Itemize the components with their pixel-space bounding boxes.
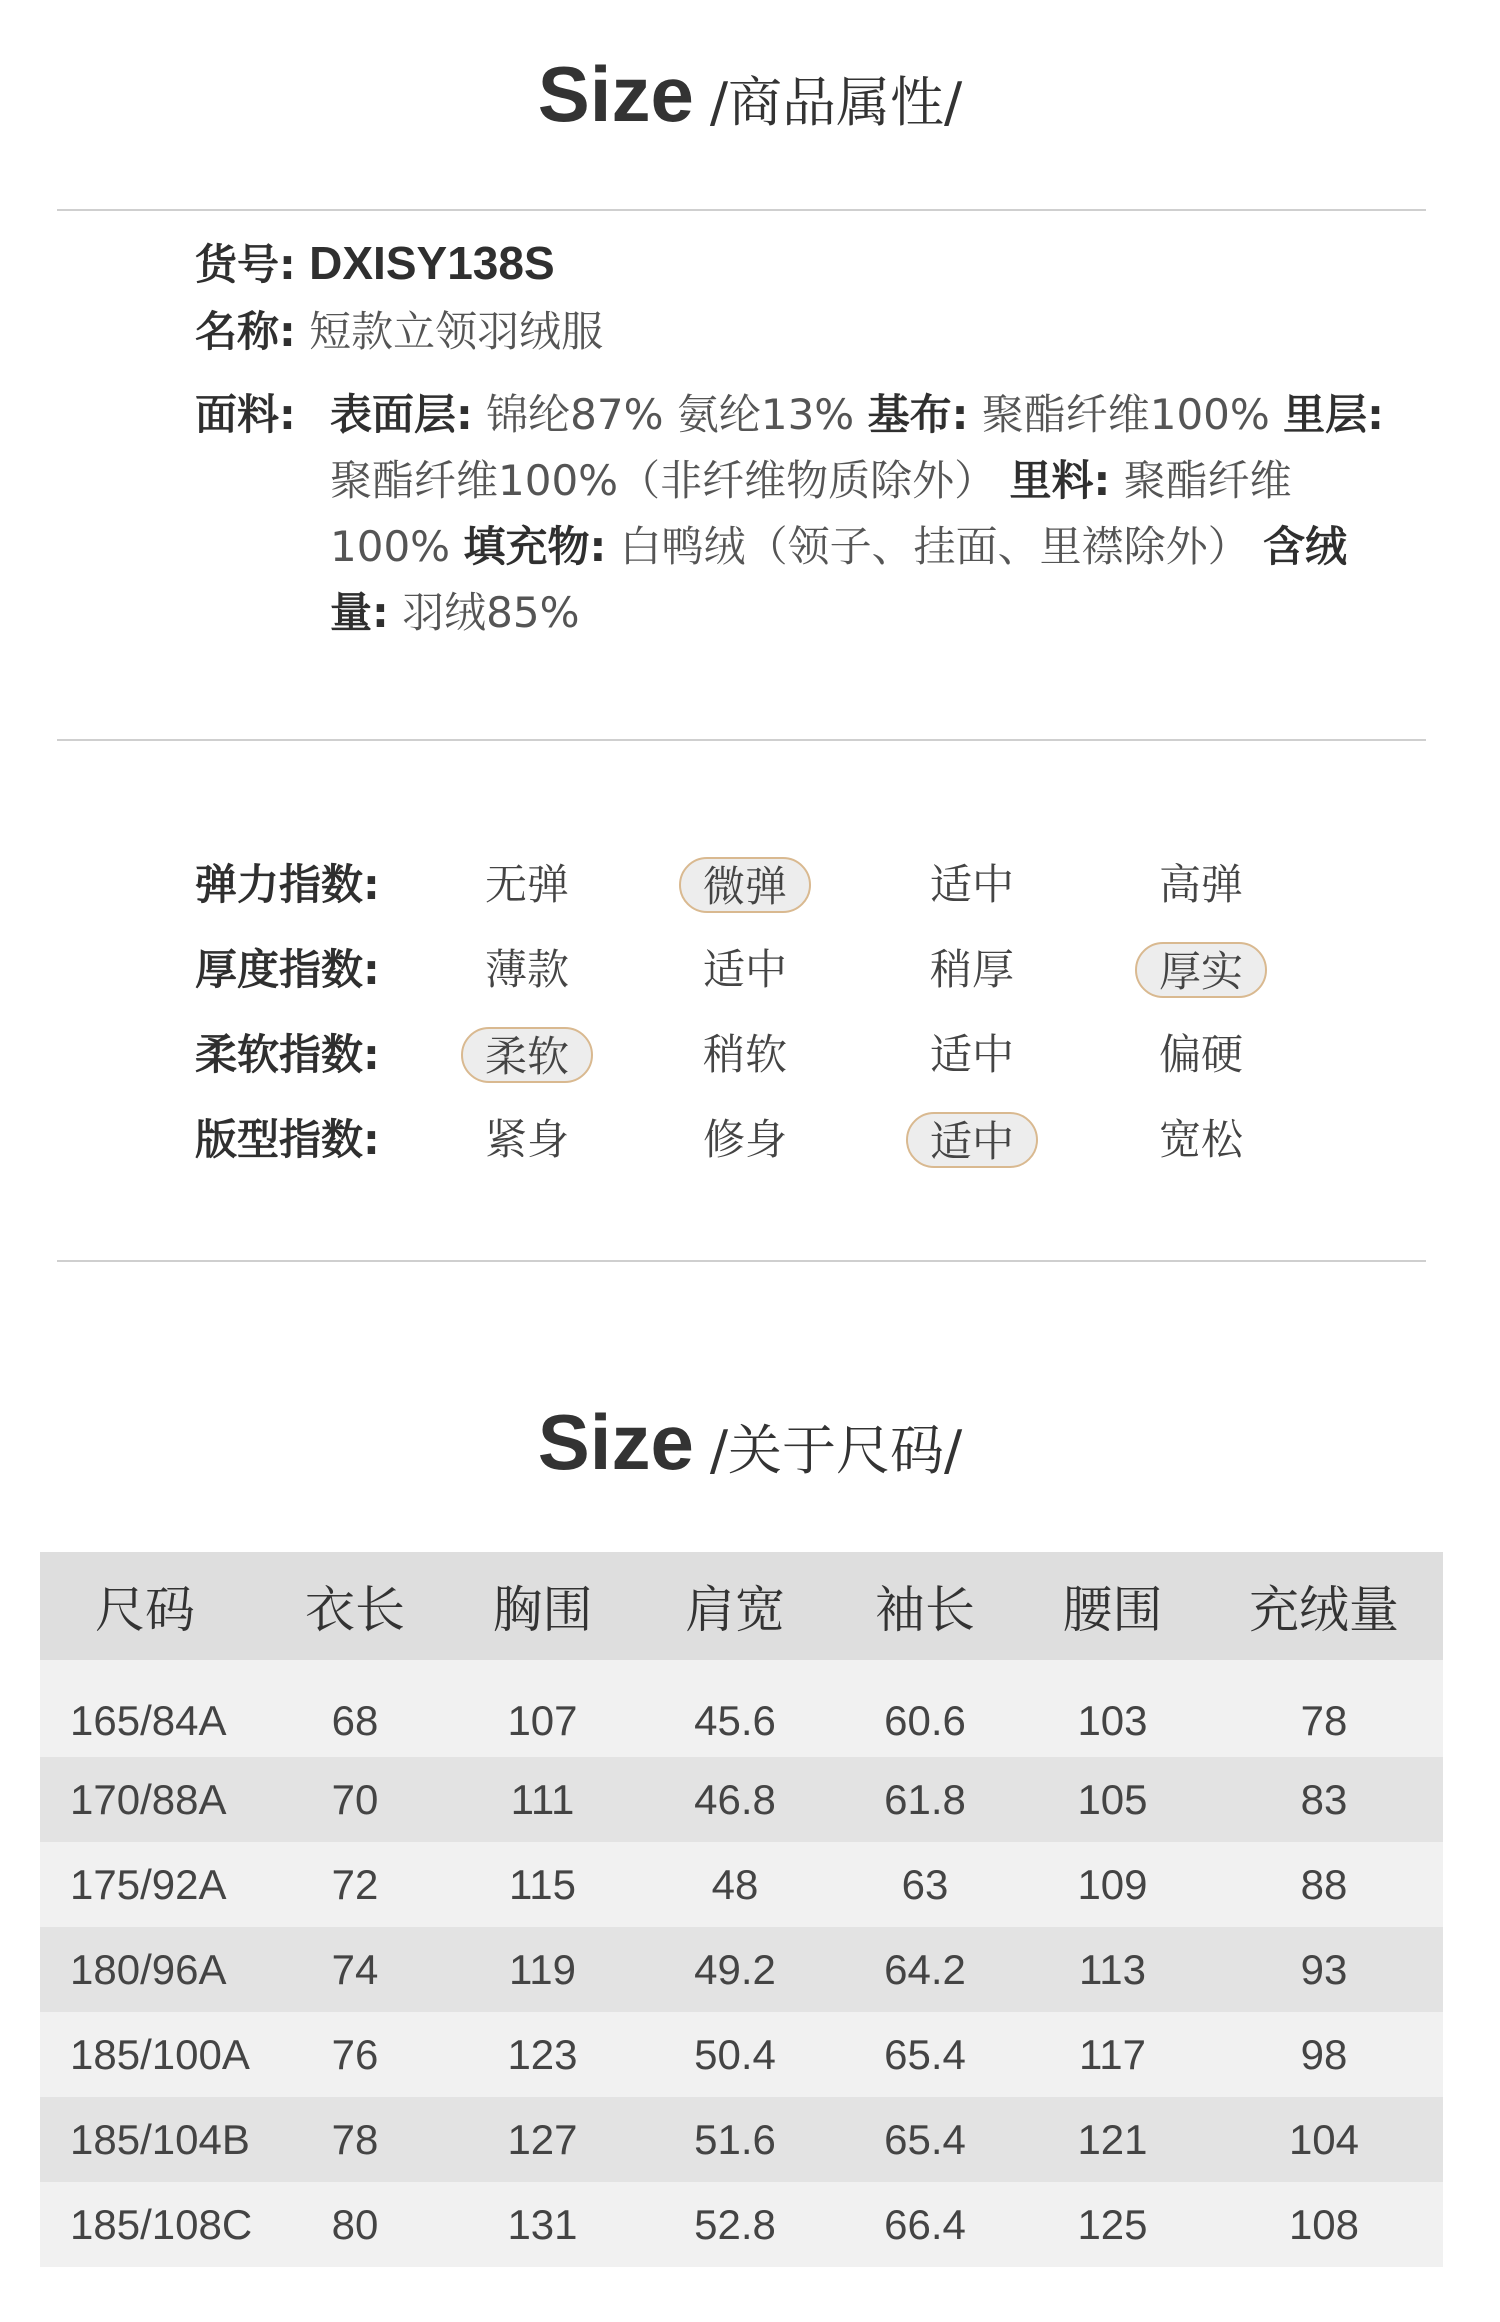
index-option: 稍软 — [702, 1030, 787, 1079]
index-option-selected: 适中 — [906, 1112, 1038, 1168]
section-title-text: /关于尺码/ — [709, 1419, 963, 1482]
header-shoulder: 肩宽 — [640, 1552, 830, 1660]
header-sleeve: 袖长 — [830, 1552, 1020, 1660]
table-cell: 170/88A — [40, 1757, 265, 1842]
table-row — [40, 1757, 1443, 1842]
table-cell: 76 — [265, 2012, 445, 2097]
table-cell: 185/104B — [40, 2097, 265, 2182]
table-cell: 109 — [1020, 1842, 1205, 1927]
fabric-details — [330, 382, 1385, 646]
index-option-selected: 厚实 — [1135, 942, 1267, 998]
table-cell: 108 — [1205, 2182, 1443, 2267]
base-label: 基布: — [867, 390, 969, 439]
product-name-label: 名称: — [195, 307, 296, 356]
divider — [57, 739, 1426, 741]
index-option: 薄款 — [484, 945, 569, 994]
index-option: 稍厚 — [929, 945, 1014, 994]
table-cell: 78 — [1205, 1660, 1443, 1757]
table-cell: 66.4 — [830, 2182, 1020, 2267]
table-cell: 180/96A — [40, 1927, 265, 2012]
inner-layer-label: 里层: — [1283, 390, 1384, 439]
table-cell: 107 — [445, 1660, 640, 1757]
surface-value: 锦纶87% 氨纶13% — [486, 390, 855, 439]
index-option-selected: 柔软 — [461, 1027, 593, 1083]
size-table — [40, 1552, 1443, 2267]
table-cell: 72 — [265, 1842, 445, 1927]
table-cell: 175/92A — [40, 1842, 265, 1927]
table-cell: 117 — [1020, 2012, 1205, 2097]
index-label: 版型指数: — [195, 1115, 380, 1164]
product-name-line — [195, 299, 1385, 365]
table-cell: 125 — [1020, 2182, 1205, 2267]
table-cell: 185/108C — [40, 2182, 265, 2267]
section-title-attributes — [0, 50, 1500, 138]
header-chest: 胸围 — [445, 1552, 640, 1660]
filling-value: 白鸭绒（领子、挂面、里襟除外） — [619, 522, 1250, 571]
product-code-value: DXISY138S — [309, 237, 555, 289]
table-cell: 74 — [265, 1927, 445, 2012]
table-cell: 49.2 — [640, 1927, 830, 2012]
table-cell: 103 — [1020, 1660, 1205, 1757]
index-label: 柔软指数: — [195, 1030, 380, 1079]
table-cell: 46.8 — [640, 1757, 830, 1842]
index-option: 适中 — [929, 860, 1014, 909]
inner-layer-value: 聚酯纤维100%（非纤维物质除外） — [330, 456, 997, 505]
table-cell: 78 — [265, 2097, 445, 2182]
down-content-value: 羽绒85% — [402, 588, 580, 637]
table-cell: 111 — [445, 1757, 640, 1842]
down-content-label: 含绒量: — [330, 522, 1347, 637]
table-row — [40, 2012, 1443, 2097]
table-cell: 113 — [1020, 1927, 1205, 2012]
index-option: 高弹 — [1158, 860, 1243, 909]
section-title-size-word: Size — [537, 1398, 694, 1486]
table-cell: 185/100A — [40, 2012, 265, 2097]
index-option: 偏硬 — [1158, 1030, 1243, 1079]
table-cell: 165/84A — [40, 1660, 265, 1757]
table-header-row — [40, 1552, 1443, 1660]
index-row-thickness — [195, 937, 1345, 1003]
index-option: 紧身 — [484, 1115, 569, 1164]
base-value: 聚酯纤维100% — [981, 390, 1270, 439]
product-code-label: 货号: — [195, 240, 296, 289]
header-length: 衣长 — [265, 1552, 445, 1660]
section-title-size-chart — [0, 1398, 1500, 1486]
index-label: 厚度指数: — [195, 945, 380, 994]
table-cell: 115 — [445, 1842, 640, 1927]
divider — [57, 209, 1426, 211]
table-cell: 105 — [1020, 1757, 1205, 1842]
header-size: 尺码 — [40, 1552, 265, 1660]
table-cell: 68 — [265, 1660, 445, 1757]
table-cell: 65.4 — [830, 2097, 1020, 2182]
index-option-selected: 微弹 — [679, 857, 811, 913]
table-row — [40, 2182, 1443, 2267]
index-option: 适中 — [702, 945, 787, 994]
table-cell: 119 — [445, 1927, 640, 2012]
table-row — [40, 2097, 1443, 2182]
filling-label: 填充物: — [463, 522, 607, 571]
table-cell: 45.6 — [640, 1660, 830, 1757]
table-cell: 93 — [1205, 1927, 1443, 2012]
table-cell: 88 — [1205, 1842, 1443, 1927]
index-row-elasticity — [195, 852, 1345, 918]
product-code-line — [195, 230, 1385, 298]
index-option: 宽松 — [1158, 1115, 1243, 1164]
table-cell: 131 — [445, 2182, 640, 2267]
fabric-label: 面料: — [195, 390, 296, 439]
table-cell: 63 — [830, 1842, 1020, 1927]
table-cell: 123 — [445, 2012, 640, 2097]
table-cell: 64.2 — [830, 1927, 1020, 2012]
lining-value: 聚酯纤维100% — [330, 456, 1292, 571]
index-option: 适中 — [929, 1030, 1014, 1079]
table-cell: 127 — [445, 2097, 640, 2182]
table-cell: 83 — [1205, 1757, 1443, 1842]
index-row-softness — [195, 1022, 1345, 1088]
section-title-size-word: Size — [537, 50, 694, 138]
table-row — [40, 1660, 1443, 1757]
table-cell: 48 — [640, 1842, 830, 1927]
table-cell: 61.8 — [830, 1757, 1020, 1842]
table-cell: 51.6 — [640, 2097, 830, 2182]
table-cell: 50.4 — [640, 2012, 830, 2097]
table-cell: 70 — [265, 1757, 445, 1842]
table-row — [40, 1842, 1443, 1927]
index-row-fit — [195, 1107, 1345, 1173]
index-label: 弹力指数: — [195, 860, 380, 909]
table-cell: 65.4 — [830, 2012, 1020, 2097]
product-name-value: 短款立领羽绒服 — [309, 307, 604, 356]
header-fill: 充绒量 — [1205, 1552, 1443, 1660]
header-waist: 腰围 — [1020, 1552, 1205, 1660]
table-cell: 121 — [1020, 2097, 1205, 2182]
index-option: 无弹 — [484, 860, 569, 909]
surface-label: 表面层: — [330, 390, 473, 439]
table-cell: 104 — [1205, 2097, 1443, 2182]
lining-label: 里料: — [1009, 456, 1111, 505]
table-row — [40, 1927, 1443, 2012]
fabric-block — [195, 382, 1385, 646]
section-title-text: /商品属性/ — [709, 71, 963, 134]
table-cell: 80 — [265, 2182, 445, 2267]
table-cell: 60.6 — [830, 1660, 1020, 1757]
table-cell: 52.8 — [640, 2182, 830, 2267]
table-cell: 98 — [1205, 2012, 1443, 2097]
divider — [57, 1260, 1426, 1262]
index-option: 修身 — [702, 1115, 787, 1164]
